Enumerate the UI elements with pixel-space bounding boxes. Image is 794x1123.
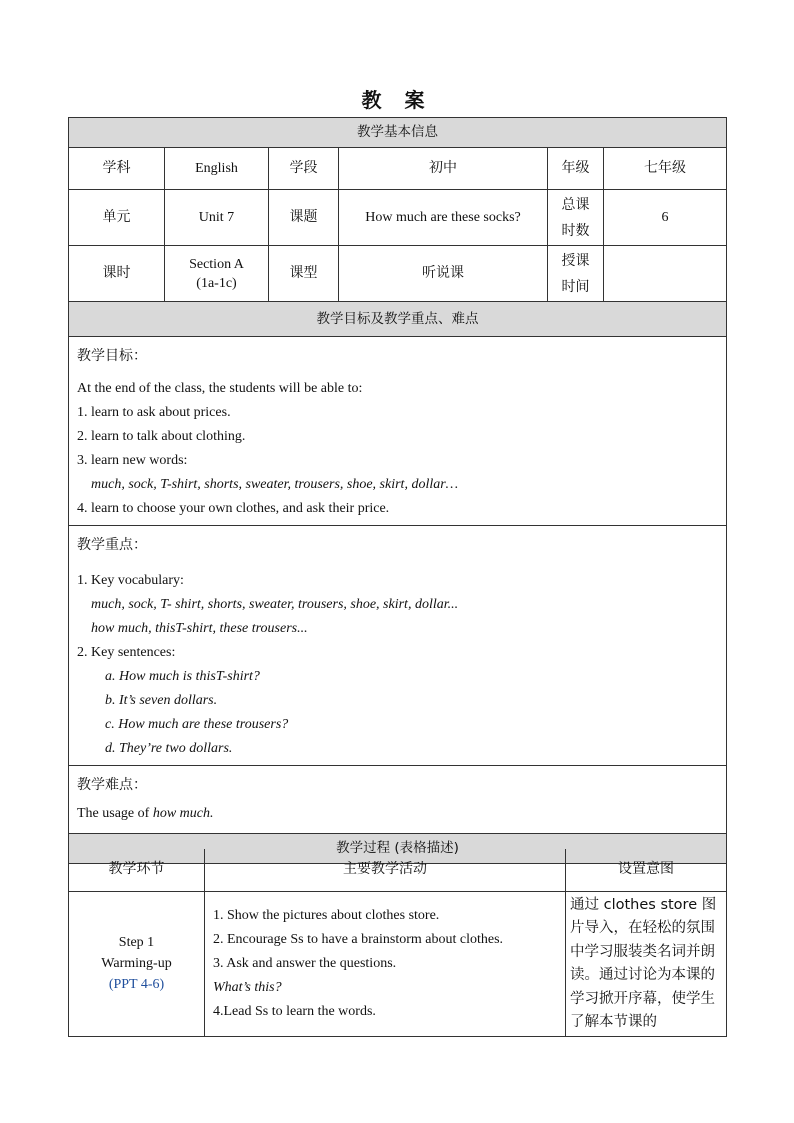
key-point-line: 1. Key vocabulary: [77,573,184,589]
step-subtitle: Warming-up [101,956,172,971]
objective-vocab-line: much, sock, T-shirt, shorts, sweater, trousers, shoe, skirt, dollar… [91,476,459,492]
lesson-type-value: 听说课 [339,246,548,302]
step-ppt-ref: (PPT 4-6) [108,977,165,992]
objective-line: 3. learn new words: [77,452,188,468]
column-header-step: 教学环节 [69,849,205,891]
teaching-time-label-line1: 授课 [561,252,590,269]
stage-label: 学段 [269,148,339,190]
lesson-plan-table [68,117,727,864]
process-header: 教学过程 (表格描述) [69,834,727,864]
total-periods-value: 6 [604,190,727,246]
table-row [69,891,727,1036]
activities-cell [205,891,566,1036]
period-label: 课时 [69,246,165,302]
grade-label: 年级 [548,148,604,190]
teaching-time-value [604,246,727,302]
step-name: Step 1 [118,935,155,950]
period-value [165,246,269,302]
objective-line: 2. learn to talk about clothing. [77,428,246,444]
intent-cell [566,891,727,1036]
difficulty-heading: 教学难点： [77,777,147,794]
key-vocab-line: much, sock, T- shirt, shorts, sweater, trousers, shoe, skirt, dollar... [91,597,459,613]
key-sentence-line: d. They’re two dollars. [105,741,233,757]
period-value-line2: (1a-1c) [196,275,237,291]
column-header-intent: 设置意图 [566,849,727,891]
info-row [69,190,727,246]
stage-value: 初中 [339,148,548,190]
period-value-line1: Section A [189,256,244,272]
page-title: 教 案 [361,88,433,112]
activity-line: 2. Encourage Ss to have a brainstorm about clothes. [213,931,504,947]
process-table [68,849,727,1037]
key-point-line: 2. Key sentences: [77,645,176,661]
topic-label: 课题 [269,190,339,246]
key-points-heading: 教学重点： [77,536,147,553]
total-periods-label-line1: 总课 [561,196,590,213]
activity-line: 3. Ask and answer the questions. [213,955,397,971]
objective-line: 4. learn to choose your own clothes, and ask their price. [77,500,390,516]
topic-value: How much are these socks? [339,190,548,246]
subject-value: English [165,148,269,190]
objectives-heading: 教学目标： [77,348,147,364]
difficulty-line [77,802,718,826]
objective-line: 1. learn to ask about prices. [77,404,231,420]
key-points-block [69,525,727,766]
activity-question: What’s this? [213,979,282,995]
unit-value: Unit 7 [165,190,269,246]
unit-label: 单元 [69,190,165,246]
activity-line: 4.Lead Ss to learn the words. [213,1003,376,1019]
key-sentence-line: b. It’s seven dollars. [105,693,218,709]
key-sentence-line: a. How much is thisT-shirt? [105,669,260,685]
difficulty-text: The usage of [77,805,153,821]
activity-line: 1. Show the pictures about clothes store. [213,907,440,923]
objectives-header: 教学目标及教学重点、难点 [69,302,727,337]
grade-value: 七年级 [604,148,727,190]
difficulty-term: how much. [152,805,214,821]
info-row [69,148,727,190]
objective-line: At the end of the class, the students will be able to: [77,380,363,396]
difficulty-block [69,766,727,834]
teaching-time-label-line2: 时间 [561,278,590,295]
total-periods-label-line2: 时数 [561,222,590,239]
basic-info-header: 教学基本信息 [69,118,727,148]
intent-text: 通过 clothes store 图片导入，在轻松的氛围中学习服装类名词并朗读。通过讨论为本课的学习掀开序幕，使学生了解本节课的 [570,896,717,1030]
info-row [69,246,727,302]
key-sentence-line: c. How much are these trousers? [105,717,289,733]
subject-label: 学科 [69,148,165,190]
column-header-activities: 主要教学活动 [205,849,566,891]
key-vocab-line: how much, thisT-shirt, these trousers... [91,621,308,637]
step-cell [69,891,205,1036]
teaching-time-label [548,246,604,302]
lesson-type-label: 课型 [269,246,339,302]
objectives-block [69,337,727,526]
total-periods-label [548,190,604,246]
